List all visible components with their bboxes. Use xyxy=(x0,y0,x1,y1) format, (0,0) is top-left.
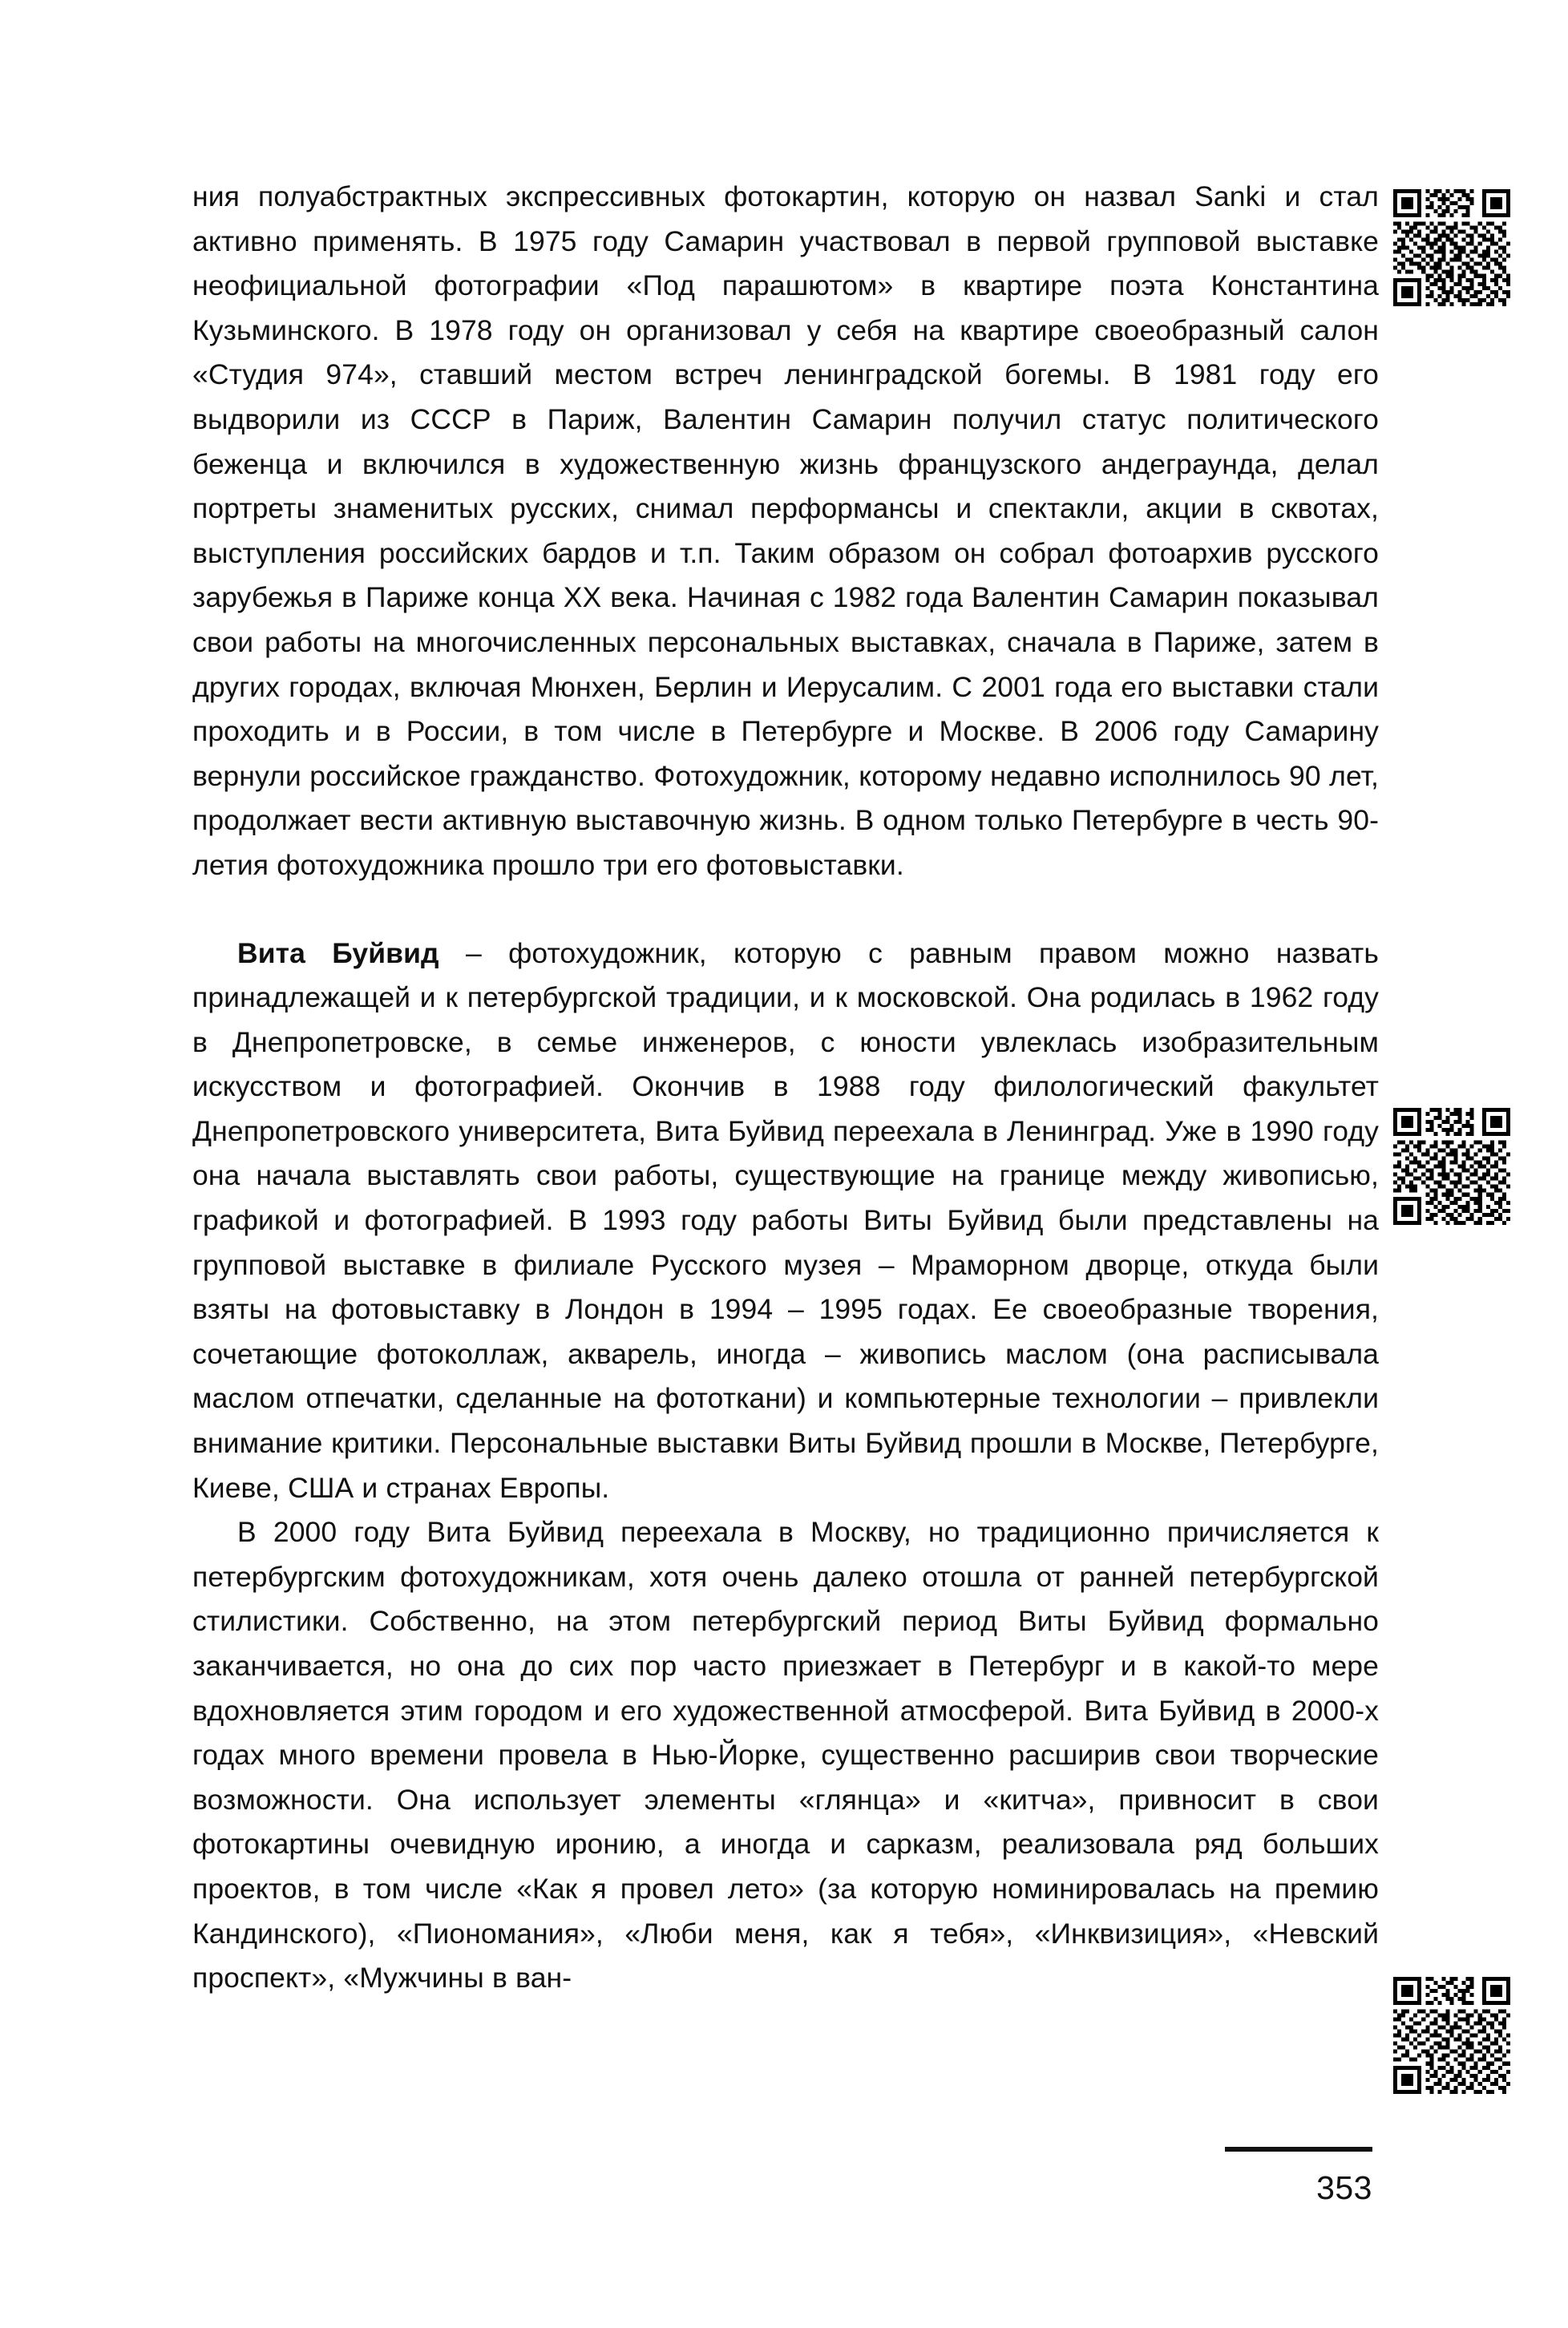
body-text-column xyxy=(192,175,1379,2001)
qr-code-icon-bottom[interactable] xyxy=(1393,1977,1510,2094)
page-number: 353 xyxy=(1316,2169,1372,2206)
qr-code-icon-middle[interactable] xyxy=(1393,1108,1510,1225)
qr-code-glyph xyxy=(1393,189,1510,306)
footer-rule xyxy=(1225,2147,1372,2152)
qr-code-glyph xyxy=(1393,1977,1510,2094)
paragraph-text: ния полуабстрактных экспрессивных фотокартин, которую он назвал Sanki и стал активно применять. В 1975 году Самарин участвовал в первой групповой выставке неофициальной фотографии «Под парашютом» в квартире поэта Константина Кузьминского. В 1978 году он организовал у себя на квартире своеобразный салон «Студия 974», ставший местом встреч ленинградской богемы. В 1981 году его выдворили из СССР в Париж, Валентин Самарин получил статус политического беженца и включился в художественную жизнь французского андеграунда, делал портреты знаменитых русских, снимал перформансы и спектакли, акции в сквотах, выступления российских бардов и т.п. Таким образом он собрал фотоархив русского зарубежья в Париже конца XX века. Начиная с 1982 года Валентин Самарин показывал свои работы на многочисленных персональных выставках, сначала в Париже, затем в других городах, включая Мюнхен, Берлин и Иерусалим. С 2001 года его выставки стали проходить и в России, в том числе в Петербурге и Москве. В 2006 году Самарину вернули российское гражданство. Фотохудожник, которому недавно исполнилось 90 лет, продолжает вести активную выставочную жизнь. В одном только Петербурге в честь 90-летия фотохудожника прошло три его фотовыставки. xyxy=(192,180,1379,881)
paragraph-buyvid-moscow xyxy=(192,1510,1379,2001)
qr-code-glyph xyxy=(1393,1108,1510,1225)
paragraph-samarin xyxy=(192,175,1379,888)
artist-name-lead: Вита Буйвид xyxy=(237,936,439,969)
paragraph-text: – фотохудожник, которую с равным правом можно назвать принадлежащей и к петербургской традиции, и к московской. Она родилась в 1962 году в Днепропетровске, в семье инженеров, с юности увлеклась изобразительным искусством и фотографией. Окончив в 1988 году филологический факультет Днепропетровского университета, Вита Буйвид переехала в Ленинград. Уже в 1990 году она начала выставлять свои работы, существующие на границе между живописью, графикой и фотографией. В 1993 году работы Виты Буйвид были представлены на групповой выставке в филиале Русского музея – Мраморном дворце, откуда были взяты на фотовыставку в Лондон в 1994 – 1995 годах. Ее своеобразные творения, сочетающие фотоколлаж, акварель, иногда – живопись маслом (она расписывала маслом отпечатки, сделанные на фототкани) и компьютерные технологии – привлекли внимание критики. Персональные выставки Виты Буйвид прошли в Москве, Петербурге, Киеве, США и странах Европы. xyxy=(192,936,1379,1504)
paragraph-buyvid-intro xyxy=(192,932,1379,1511)
paragraph-text: В 2000 году Вита Буйвид переехала в Москву, но традиционно причисляется к петербургским фотохудожникам, хотя очень далеко отошла от ранней петербургской стилистики. Собственно, на этом петербургский период Виты Буйвид формально заканчивается, но она до сих пор часто приезжает в Петербург и в какой-то мере вдохновляется этим городом и его художественной атмосферой. Вита Буйвид в 2000-х годах много времени провела в Нью-Йорке, существенно расширив свои творческие возможности. Она использует элементы «глянца» и «китча», привносит в свои фотокартины очевидную иронию, а иногда и сарказм, реализовала ряд больших проектов, в том числе «Как я провел лето» (за которую номинировалась на премию Кандинского), «Пиономания», «Люби меня, как я тебя», «Инквизиция», «Невский проспект», «Мужчины в ван- xyxy=(192,1516,1379,1995)
qr-code-icon-top[interactable] xyxy=(1393,189,1510,306)
